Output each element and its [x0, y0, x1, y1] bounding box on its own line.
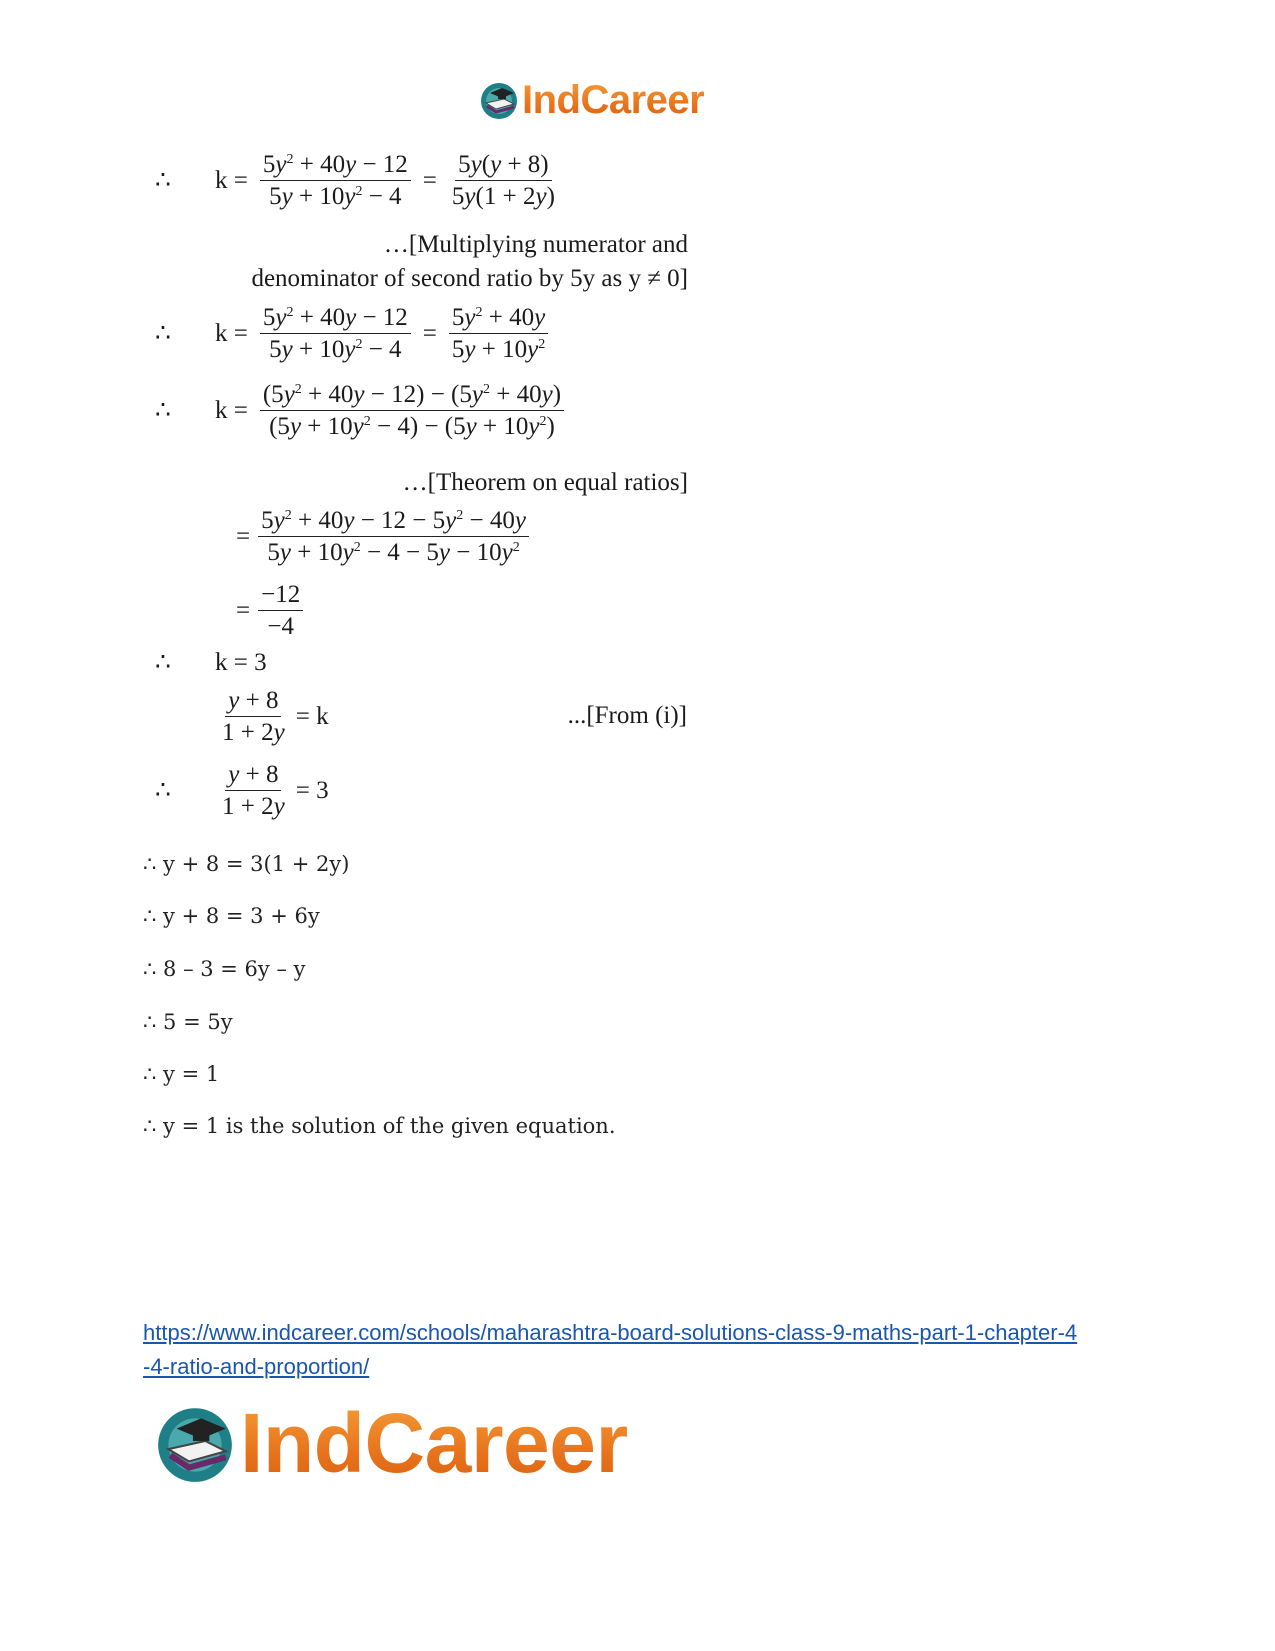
step2-lhs: k =: [215, 320, 248, 347]
fraction-denominator: $5y + 10y^2 - 4 - 5y - 10y^2$: [267, 539, 520, 566]
math-step-1: ∴ k = $\frac{5y^2 + 40y - 12}{5y + 10y^2 - 4}$ = $\frac{5y(y + 8)}{5y(1 + 2y)}$: [155, 152, 562, 209]
note-multiplying-2: denominator of second ratio by 5y as y ≠ 0]: [251, 265, 688, 292]
fraction-denominator: 5y(1 + 2y): [451, 183, 555, 210]
footer-logo: [152, 1395, 628, 1490]
source-link[interactable]: [143, 1316, 1077, 1384]
step1-fraction-1: [260, 152, 411, 209]
step3-lhs: k =: [215, 397, 248, 424]
therefore-symbol: ∴: [155, 397, 171, 424]
step7-fraction: [219, 688, 288, 745]
therefore-symbol: ∴: [155, 649, 171, 676]
fraction-numerator: 5y(y + 8): [455, 152, 551, 181]
fraction-denominator: 1 + 2y: [222, 793, 285, 820]
math-step-8: [155, 762, 329, 819]
fraction-denominator: $(5y + 10y^2 - 4) - (5y + 10y^2)$: [269, 413, 555, 440]
graduation-book-globe-icon: [478, 79, 520, 121]
fraction-denominator: $5y + 10y^2$: [451, 336, 546, 363]
note-from-i: ...[From (i)]: [567, 702, 687, 729]
math-step-5: = $\frac{-12}{-4}$: [236, 582, 307, 639]
source-link-line-2: -4-ratio-and-proportion/: [143, 1354, 370, 1379]
fraction-numerator: y + 8: [225, 688, 281, 717]
solution-line-3: ∴ 8 – 3 = 6y – y: [143, 957, 306, 981]
step6-text: k = 3: [215, 649, 267, 676]
fraction-denominator: $5y + 10y^2 - 4$: [269, 336, 402, 363]
header-logo: [478, 76, 704, 124]
logo-wordmark: IndCareer: [522, 77, 705, 122]
fraction-numerator: $5y^2 + 40y$: [449, 305, 548, 334]
note-multiplying-1: …[Multiplying numerator and: [383, 231, 688, 258]
therefore-symbol: ∴: [155, 167, 171, 194]
math-step-2: ∴ k = $\frac{5y^2 + 40y - 12}{5y + 10y^2 - 4}$ = $\frac{5y^2 + 40y}{5y + 10y^2}$: [155, 305, 552, 362]
math-step-6: [155, 650, 267, 675]
solution-line-6: ∴ y = 1 is the solution of the given equation.: [143, 1114, 616, 1138]
step2-fraction-1: [260, 305, 411, 362]
fraction-numerator: $5y^2 + 40y - 12$: [260, 305, 411, 334]
note-theorem: …[Theorem on equal ratios]: [402, 469, 688, 496]
therefore-symbol: ∴: [155, 777, 171, 804]
fraction-denominator: 1 + 2y: [222, 719, 285, 746]
solution-line-5: ∴ y = 1: [143, 1062, 220, 1086]
logo-wordmark: IndCareer: [240, 1395, 628, 1490]
fraction-numerator: $5y^2 + 40y - 12$: [260, 152, 411, 181]
math-step-3: [155, 382, 568, 439]
step2-fraction-2: [449, 305, 548, 362]
step1-lhs: k =: [215, 167, 248, 194]
step7-rhs: = k: [295, 703, 329, 730]
solution-line-2: ∴ y + 8 = 3 + 6y: [143, 904, 320, 928]
fraction-denominator: $5y + 10y^2 - 4$: [269, 183, 402, 210]
solution-line-1: ∴ y + 8 = 3(1 + 2y): [143, 852, 350, 876]
therefore-symbol: ∴: [155, 320, 171, 347]
math-step-7: [215, 688, 329, 745]
step8-rhs: = 3: [295, 777, 329, 804]
step5-fraction: [258, 582, 303, 639]
fraction-denominator: −4: [267, 613, 294, 640]
fraction-numerator: $(5y^2 + 40y - 12) - (5y^2 + 40y)$: [260, 382, 564, 411]
step8-fraction: [219, 762, 288, 819]
step4-fraction: [258, 508, 529, 565]
step3-fraction: [260, 382, 564, 439]
fraction-numerator: $5y^2 + 40y - 12 - 5y^2 - 40y$: [258, 508, 529, 537]
math-step-4: = $\frac{5y^2 + 40y - 12 - 5y^2 - 40y}{5y + 10y^2 - 4 - 5y - 10y^2}$: [236, 508, 533, 565]
source-link-line-1: https://www.indcareer.com/schools/maharashtra-board-solutions-class-9-maths-part-1-chapter-4: [143, 1320, 1078, 1345]
fraction-numerator: −12: [258, 582, 303, 611]
fraction-numerator: y + 8: [225, 762, 281, 791]
step1-fraction-2: [449, 152, 558, 209]
graduation-book-globe-icon: [152, 1400, 238, 1486]
solution-line-4: ∴ 5 = 5y: [143, 1010, 233, 1034]
